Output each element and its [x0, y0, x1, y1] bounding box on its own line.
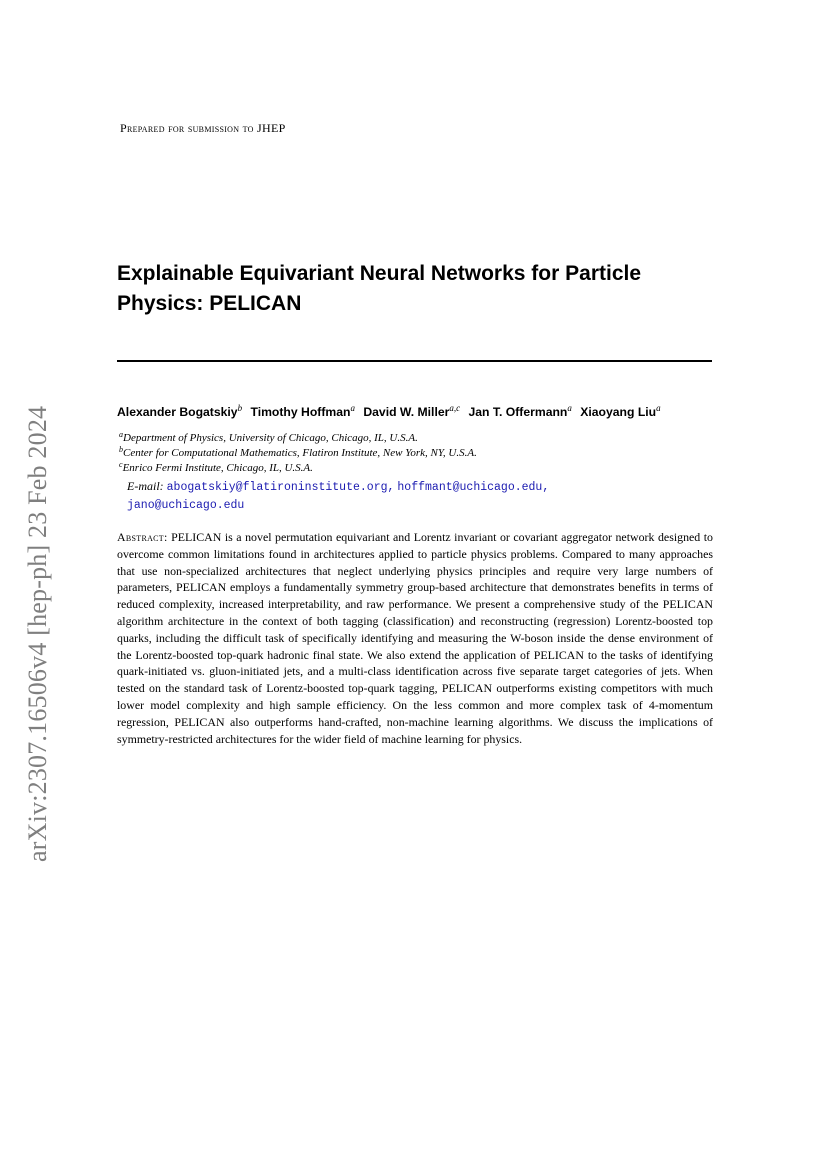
affiliation-text: Department of Physics, University of Chicago, Chicago, IL, U.S.A.	[123, 432, 418, 444]
email-label: E-mail:	[127, 479, 164, 493]
author-affiliation-mark: a	[567, 403, 572, 413]
affiliation-list	[119, 431, 477, 476]
paper-title: Explainable Equivariant Neural Networks for Particle Physics: PELICAN	[117, 262, 642, 315]
affiliation	[119, 446, 477, 461]
author-affiliation-mark: a	[350, 403, 355, 413]
email-link[interactable]: abogatskiy@flatironinstitute.org,	[166, 481, 395, 494]
abstract	[117, 529, 713, 747]
author-name: David W. Miller	[363, 405, 450, 419]
affiliation-text: Enrico Fermi Institute, Chicago, IL, U.S.A.	[122, 462, 313, 474]
affiliation-text: Center for Computational Mathematics, Flatiron Institute, New York, NY, U.S.A.	[123, 447, 477, 459]
affiliation-mark: a	[119, 430, 123, 439]
affiliation-mark: b	[119, 445, 123, 454]
author-list	[117, 405, 717, 419]
author-affiliation-mark: a,c	[449, 403, 461, 413]
contact-emails	[127, 478, 647, 514]
author	[469, 405, 572, 419]
title-rule	[117, 360, 712, 362]
abstract-label: Abstract:	[117, 530, 168, 544]
abstract-text: PELICAN is a novel permutation equivariant and Lorentz invariant or covariant aggregator network designed to overcome common limitations found in architectures applied to particle physics problems. Compared to many approaches that use non-specialized architectures that neglect underlying physics principles and require very large numbers of parameters, PELICAN employs a fundamentally symmetry group-based architecture that demonstrates benefits in terms of reduced complexity, increased interpretability, and raw performance. We present a comprehensive study of the PELICAN algorithm architecture in the context of both tagging (classification) and reconstructing (regression) Lorentz-boosted top quarks, including the difficult task of specifically identifying and measuring the W-boson inside the dense environment of the Lorentz-boosted top-quark hadronic final state. We also extend the application of PELICAN to the tasks of identifying quark-initiated vs. gluon-initiated jets, and a multi-class identification across five separate target categories of jets. When tested on the standard task of Lorentz-boosted top-quark tagging, PELICAN outperforms existing competitors with much lower model complexity and high sample efficiency. On the less common and more complex task of 4-momentum regression, PELICAN also outperforms hand-crafted, non-machine learning algorithms. We discuss the implications of symmetry-restricted architectures for the wider field of machine learning for physics.	[117, 530, 714, 746]
author	[117, 405, 242, 419]
email-link[interactable]: jano@uchicago.edu	[127, 499, 245, 512]
author-name: Xiaoyang Liu	[580, 405, 657, 419]
author-affiliation-mark: b	[237, 403, 243, 413]
author-affiliation-mark: a	[656, 403, 661, 413]
arxiv-identifier-stamp: arXiv:2307.16506v4 [hep-ph] 23 Feb 2024	[23, 405, 52, 862]
affiliation-mark: c	[119, 460, 123, 469]
affiliation	[119, 431, 477, 446]
affiliation	[119, 461, 477, 476]
author	[363, 405, 460, 419]
submission-note: Prepared for submission to JHEP	[120, 121, 286, 135]
author-name: Alexander Bogatskiy	[117, 405, 238, 419]
author	[250, 405, 354, 419]
author	[580, 405, 660, 419]
author-name: Timothy Hoffman	[250, 405, 351, 419]
author-name: Jan T. Offermann	[468, 405, 568, 419]
email-link[interactable]: hoffmant@uchicago.edu,	[397, 481, 550, 494]
